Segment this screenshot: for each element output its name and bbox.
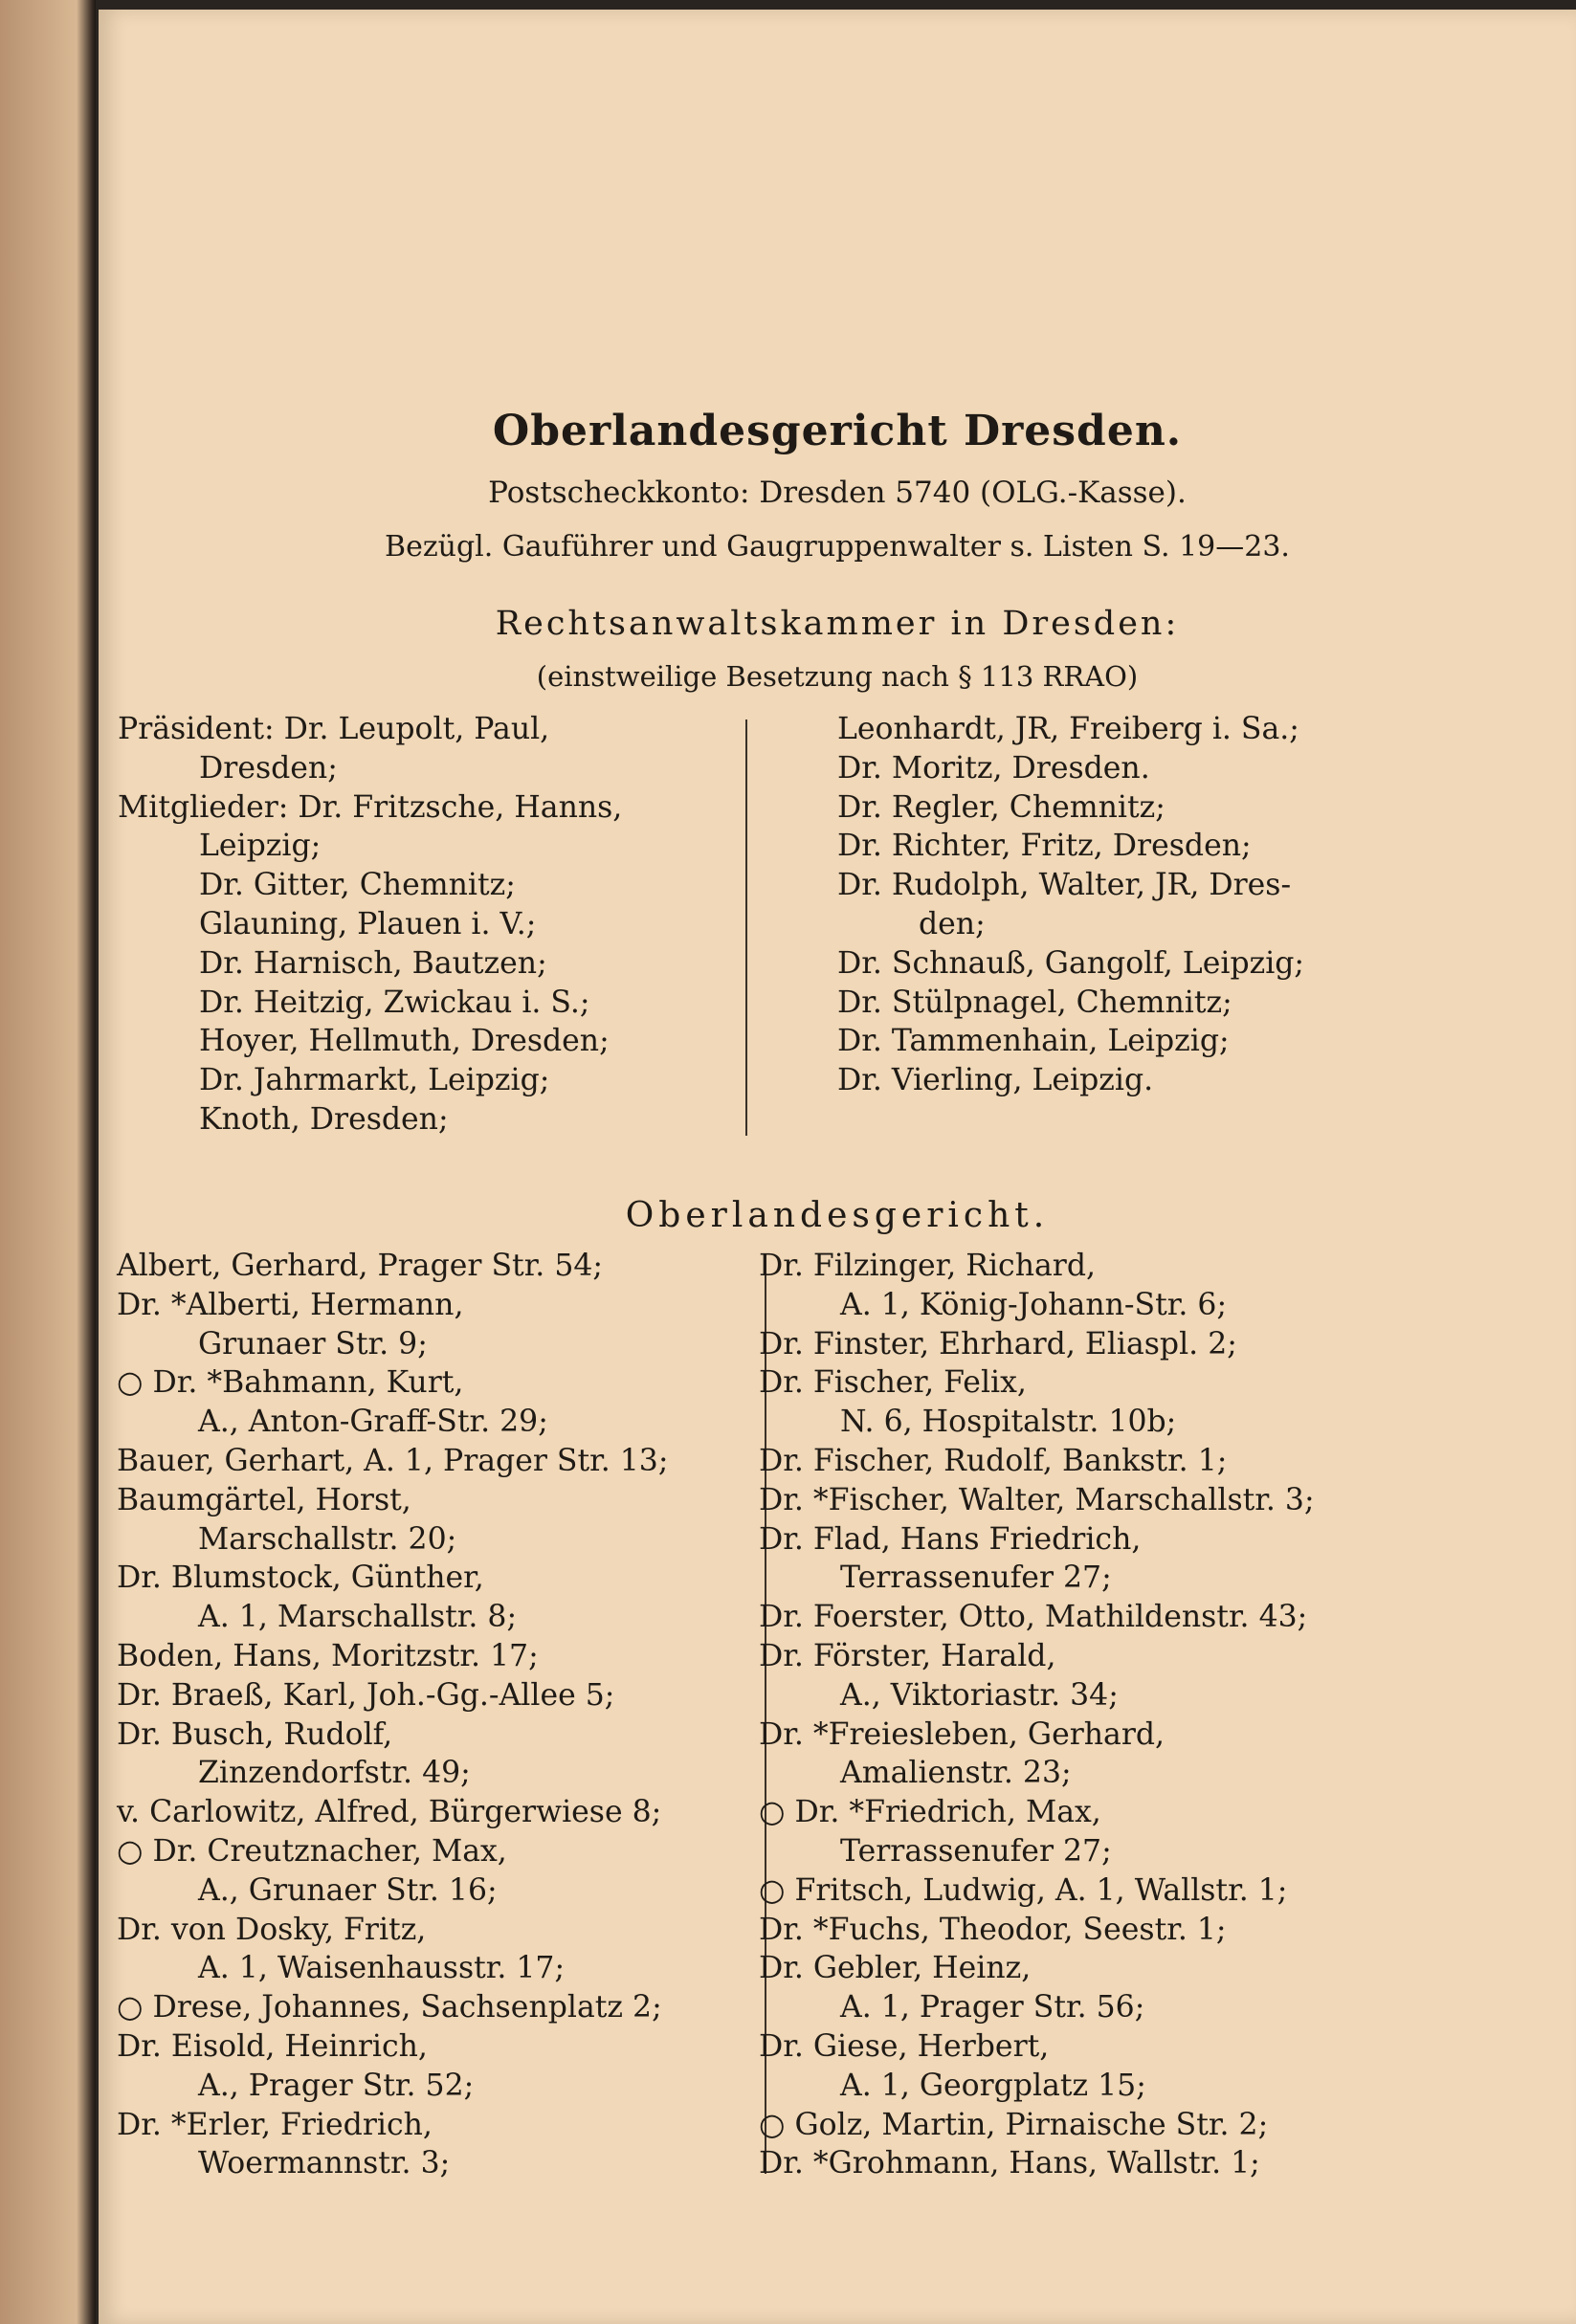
olg-left-column (117, 1247, 668, 2183)
list-item: Dr. *Fischer, Walter, Marschallstr. 3; (759, 1482, 1315, 1517)
list-item: Terrassenufer 27; (840, 1833, 1112, 1869)
list-item: Dr. Flad, Hans Friedrich, (759, 1521, 1142, 1557)
kammer-subheading: (einstweilige Besetzung nach § 113 RRAO) (536, 660, 1139, 693)
list-item: Dr. *Fuchs, Theodor, Seestr. 1; (759, 1912, 1227, 1947)
page-title: Oberlandesgericht Dresden. (492, 407, 1183, 455)
list-item: Dr. Richter, Fritz, Dresden; (837, 829, 1252, 864)
gau-reference-line: Bezügl. Gauführer und Gaugruppenwalter s. Listen S. 19—23. (385, 530, 1290, 564)
list-item: ○ Dr. *Friedrich, Max, (759, 1795, 1101, 1830)
list-item: Dr. Tammenhain, Leipzig; (837, 1024, 1230, 1059)
list-item: Baumgärtel, Horst, (117, 1482, 411, 1517)
list-item: Dr. Vierling, Leipzig. (837, 1063, 1154, 1098)
list-item: Dr. Eisold, Heinrich, (117, 2028, 428, 2064)
kammer-heading: Rechtsanwaltskammer in Dresden: (495, 605, 1180, 643)
list-item: Glauning, Plauen i. V.; (199, 906, 537, 941)
list-item: Dr. Stülpnagel, Chemnitz; (837, 985, 1232, 1020)
list-item: A., Grunaer Str. 16; (198, 1872, 498, 1908)
list-item: Bauer, Gerhart, A. 1, Prager Str. 13; (117, 1443, 669, 1478)
list-item: Dr. Filzinger, Richard, (759, 1249, 1097, 1283)
list-item: Dr. *Grohmann, Hans, Wallstr. 1; (759, 2146, 1260, 2181)
list-item: Marschallstr. 20; (198, 1521, 457, 1557)
postscheck-line: Postscheckkonto: Dresden 5740 (OLG.-Kasse). (488, 476, 1187, 510)
list-item: Dr. Schnauß, Gangolf, Leipzig; (837, 945, 1305, 981)
list-item: Präsident: Dr. Leupolt, Paul, (118, 712, 550, 746)
list-item: Dr. *Freiesleben, Gerhard, (759, 1716, 1165, 1752)
list-item: Dr. Förster, Harald, (759, 1638, 1056, 1673)
list-item: A. 1, Prager Str. 56; (840, 1990, 1145, 2025)
list-item: A. 1, König-Johann-Str. 6; (840, 1287, 1228, 1322)
list-item: Dr. von Dosky, Fritz, (117, 1912, 427, 1947)
list-item: ○ Fritsch, Ludwig, A. 1, Wallstr. 1; (759, 1872, 1288, 1908)
list-item: Dr. Giese, Herbert, (759, 2028, 1050, 2064)
list-item: Mitglieder: Dr. Fritzsche, Hanns, (118, 789, 623, 825)
list-item: Hoyer, Hellmuth, Dresden; (199, 1024, 610, 1059)
list-item: Dr. Heitzig, Zwickau i. S.; (199, 985, 590, 1020)
list-item: v. Carlowitz, Alfred, Bürgerwiese 8; (117, 1795, 662, 1830)
list-item: Amalienstr. 23; (840, 1756, 1072, 1791)
list-item: Dr. Busch, Rudolf, (117, 1716, 393, 1752)
list-item: A. 1, Georgplatz 15; (840, 2068, 1146, 2103)
list-item: ○ Dr. Creutznacher, Max, (117, 1833, 507, 1869)
list-item: A., Anton-Graff-Str. 29; (198, 1405, 548, 1440)
list-item: den; (919, 906, 986, 941)
list-item: Zinzendorfstr. 49; (198, 1756, 471, 1791)
list-item: ○ Drese, Johannes, Sachsenplatz 2; (117, 1990, 662, 2025)
olg-right-column (759, 1247, 1315, 2183)
list-item: Dr. Blumstock, Günther, (117, 1560, 484, 1596)
list-item: Grunaer Str. 9; (198, 1326, 428, 1361)
list-item: Woermannstr. 3; (198, 2146, 451, 2181)
list-item: Albert, Gerhard, Prager Str. 54; (117, 1249, 604, 1283)
list-item: Dr. Fischer, Felix, (759, 1365, 1027, 1401)
kammer-column-divider (745, 719, 747, 1136)
list-item: Dr. Harnisch, Bautzen; (199, 945, 547, 981)
list-item: Boden, Hans, Moritzstr. 17; (117, 1638, 539, 1673)
list-item: Dr. Moritz, Dresden. (837, 750, 1150, 786)
list-item: A., Prager Str. 52; (198, 2068, 475, 2103)
list-item: Dr. *Alberti, Hermann, (117, 1287, 464, 1322)
list-item: Dr. Fischer, Rudolf, Bankstr. 1; (759, 1443, 1228, 1478)
list-item: A., Viktoriastr. 34; (840, 1677, 1119, 1713)
list-item: Terrassenufer 27; (840, 1560, 1112, 1596)
list-item: Dr. Regler, Chemnitz; (837, 789, 1165, 825)
list-item: Leipzig; (199, 829, 322, 864)
olg-heading: Oberlandesgericht. (625, 1196, 1050, 1235)
list-item: A. 1, Marschallstr. 8; (198, 1600, 518, 1635)
list-item: ○ Dr. *Bahmann, Kurt, (117, 1365, 464, 1401)
book-spine-edge (0, 0, 96, 2324)
list-item: Knoth, Dresden; (199, 1101, 449, 1137)
kammer-left-column (118, 710, 622, 1140)
list-item: Dr. Finster, Ehrhard, Eliaspl. 2; (759, 1326, 1237, 1361)
list-item: Leonhardt, JR, Freiberg i. Sa.; (837, 712, 1299, 746)
list-item: Dr. Braeß, Karl, Joh.-Gg.-Allee 5; (117, 1677, 615, 1713)
list-item: Dr. Gitter, Chemnitz; (199, 868, 516, 903)
list-item: Dresden; (199, 750, 338, 786)
list-item: A. 1, Waisenhausstr. 17; (198, 1951, 566, 1986)
list-item: Dr. Jahrmarkt, Leipzig; (199, 1063, 550, 1098)
kammer-right-column (837, 710, 1304, 1100)
list-item: Dr. Gebler, Heinz, (759, 1951, 1032, 1986)
list-item: Dr. Rudolph, Walter, JR, Dres- (837, 868, 1292, 903)
list-item: ○ Golz, Martin, Pirnaische Str. 2; (759, 2107, 1269, 2142)
list-item: Dr. *Erler, Friedrich, (117, 2107, 433, 2142)
list-item: N. 6, Hospitalstr. 10b; (840, 1405, 1177, 1440)
list-item: Dr. Foerster, Otto, Mathildenstr. 43; (759, 1600, 1308, 1635)
